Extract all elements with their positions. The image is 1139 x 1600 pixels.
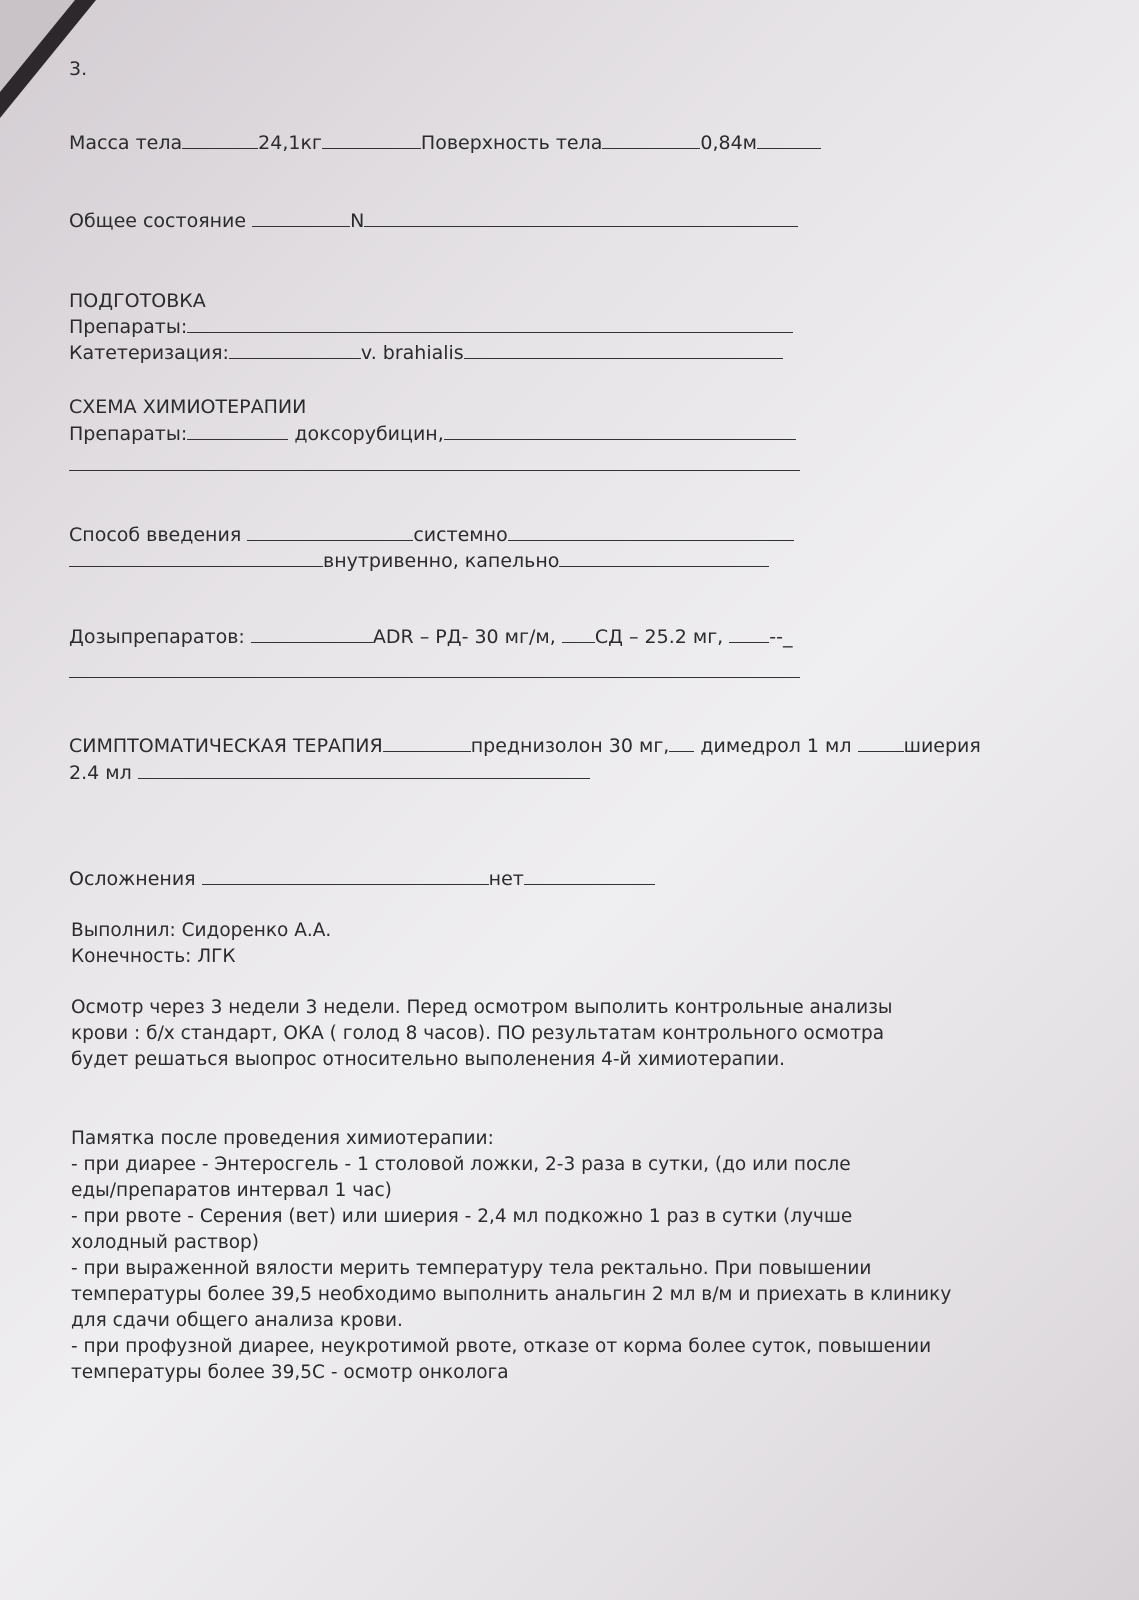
performed-by: Выполнил: Сидоренко А.А. [71, 920, 332, 941]
dose-value3: --_ [769, 626, 793, 648]
prep-drugs-label: Препараты: [69, 316, 188, 338]
complications-value: нет [488, 868, 524, 890]
chemo-drugs-value: доксорубицин, [294, 423, 444, 445]
page-corner-flap [0, 0, 75, 92]
complications-line [69, 866, 655, 892]
mass-value: 24,1кг [258, 132, 322, 154]
dose-value1: ADR – РД- 30 мг/м, [372, 626, 556, 648]
exam-paragraph: Осмотр через 3 недели 3 недели. Перед осмотром выполить контрольные анализы крови : б/х стандарт, ОКА ( голод 8 часов). ПО результатам контрольного осмотра будет решаться выопрос относительно выполенения 4-й химиотерапии. [71, 997, 893, 1070]
chemo-heading: СХЕМА ХИМИОТЕРАПИИ [69, 396, 307, 418]
symptomatic-value2: димедрол 1 мл [700, 735, 852, 757]
mass-line [69, 130, 821, 156]
route-label: Способ введения [69, 524, 242, 546]
dose-line [69, 624, 792, 650]
general-line [69, 208, 798, 234]
symptomatic-value4: 2.4 мл [69, 762, 132, 784]
symptomatic-value3: шиерия [903, 735, 981, 757]
symptomatic-line [69, 733, 981, 759]
catheter-line [69, 340, 783, 366]
chemo-drugs-line [69, 421, 796, 447]
prep-heading: ПОДГОТОВКА [69, 290, 206, 312]
surface-value: 0,84м [700, 132, 758, 154]
mass-label: Масса тела [69, 132, 183, 154]
limb: Конечность: ЛГК [71, 946, 236, 967]
general-label: Общее состояние [69, 210, 247, 232]
prep-drugs-line [69, 314, 793, 340]
route-line [69, 522, 794, 548]
route-value1: системно [413, 524, 508, 546]
route-value2: внутривенно, капельно [323, 550, 560, 572]
dose-value2: СД – 25.2 мг, [594, 626, 724, 648]
symptomatic-label: СИМПТОМАТИЧЕСКАЯ ТЕРАПИЯ [69, 735, 383, 757]
complications-label: Осложнения [69, 868, 196, 890]
symptomatic-line-2 [69, 760, 590, 786]
symptomatic-value1: преднизолон 30 мг, [470, 735, 670, 757]
general-value: N [350, 210, 365, 232]
dose-blank-line [69, 677, 800, 678]
chemo-drugs-label: Препараты: [69, 423, 188, 445]
surface-label: Поверхность тела [420, 132, 603, 154]
route-line-2 [69, 548, 769, 574]
catheter-value: v. brahialis [360, 342, 464, 364]
page-number: 3. [69, 58, 88, 80]
catheter-label: Катетеризация: [69, 342, 229, 364]
chemo-blank-line [69, 470, 800, 471]
dose-label: Дозыпрепаратов: [69, 626, 245, 648]
memo-paragraph: Памятка после проведения химиотерапии: - при диарее - Энтеросгель - 1 столовой ложки, 2-3 раза в сутки, (до или после еды/препаратов интервал 1 час) - при рвоте - Серения (вет) или шиерия - 2,4 мл подкожно 1 раз в сутки (лучше холодный раствор) - при выраженной вялости мерить температуру тела ректально. При повышении температуры более 39,5 необходимо выполнить анальгин 2 мл в/м и приехать в клинику для сдачи общего анализа крови. - при профузной диарее, неукротимой рвоте, отказе от корма более суток, повышении температуры более 39,5С - осмотр онколога [71, 1128, 952, 1383]
